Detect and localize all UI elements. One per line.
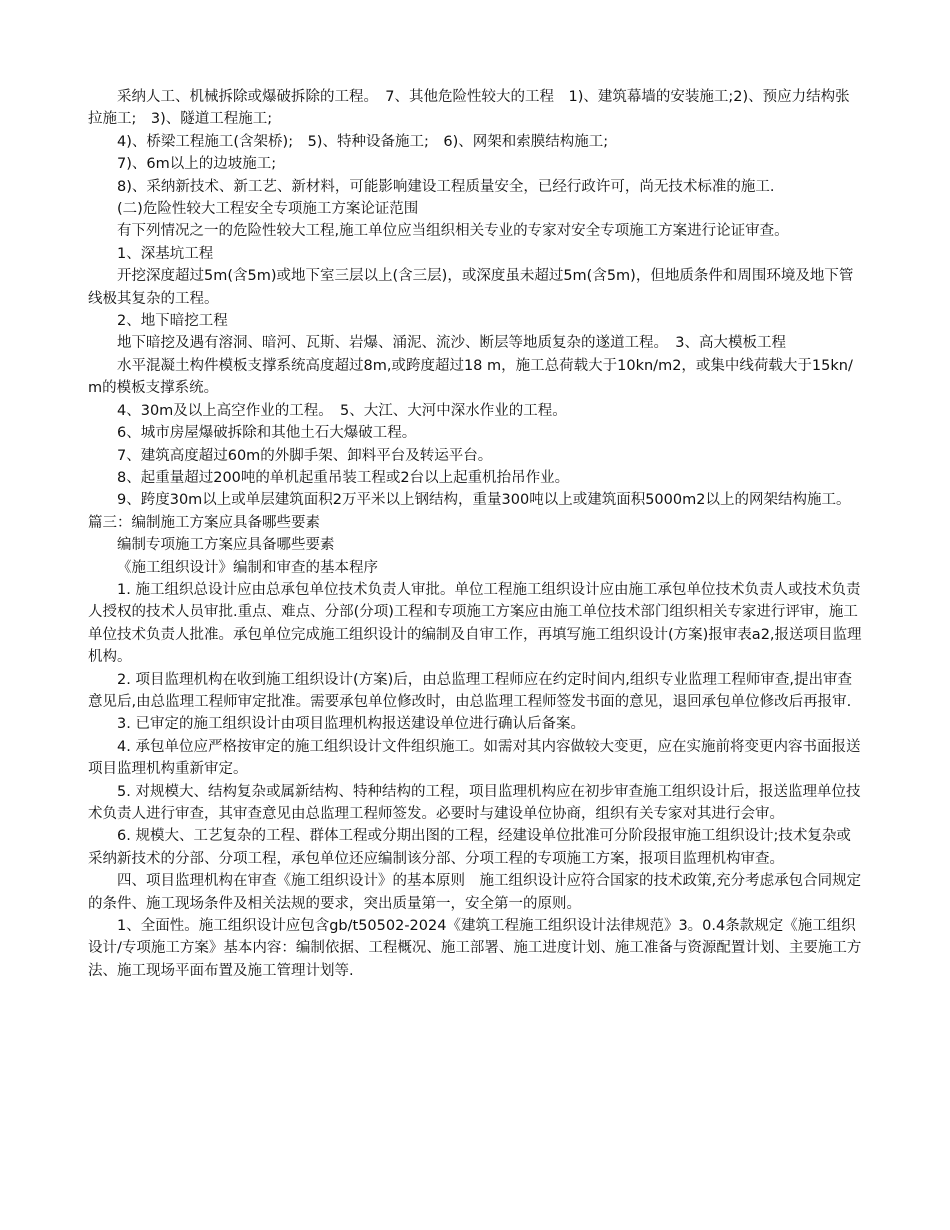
item-heading: 1、深基坑工程	[117, 245, 214, 262]
item-heading: 2、地下暗挖工程	[117, 313, 228, 330]
paragraph: 4. 承包单位应严格按审定的施工组织设计文件组织施工。如需对其内容做较大变更，应在实施前将变更内容书面报送项目监理机构重新审定。	[88, 738, 861, 778]
paragraph: 1、全面性。施工组织设计应包含gb/t50502-2024《建筑工程施工组织设计法律规范》3。0.4条款规定《施工组织设计/专项施工方案》基本内容：编制依据、工程概况、施工部署、施工进度计划、施工准备与资源配置计划、主要施工方法、施工现场平面布置及施工管理计划等.	[88, 918, 862, 979]
paragraph: 5. 对规模大、结构复杂或属新结构、特种结构的工程，项目监理机构应在初步审查施工组织设计后，报送监理单位技术负责人进行审查，其审查意见由总监理工程师签发。必要时与建设单位协商，组织有关专家对其进行会审。	[88, 783, 861, 822]
paragraph: 3. 已审定的施工组织设计由项目监理机构报送建设单位进行确认后备案。	[117, 716, 585, 733]
paragraph: 9、跨度30m以上或单层建筑面积2万平米以上钢结构，重量300吨以上或建筑面积5000m2以上的网架结构施工。篇三：编制施工方案应具备哪些要素	[88, 492, 851, 531]
paragraph: 地下暗挖及遇有溶洞、暗河、瓦斯、岩爆、涌泥、流沙、断层等地质复杂的遂道工程。 3、高大模板工程	[117, 335, 786, 352]
document-page	[88, 86, 862, 982]
section-heading: (二)危险性较大工程安全专项施工方案论证范围	[117, 201, 419, 218]
paragraph: 6. 规模大、工艺复杂的工程、群体工程或分期出图的工程，经建设单位批准可分阶段报审施工组织设计;技术复杂或采纳新技术的分部、分项工程，承包单位还应编制该分部、分项工程的专项施工方案，报项目监理机构审查。	[88, 828, 851, 867]
paragraph: 7)、6m以上的边坡施工;	[117, 156, 277, 173]
paragraph: 4、30m及以上高空作业的工程。 5、大江、大河中深水作业的工程。	[117, 402, 567, 419]
section-heading: 编制专项施工方案应具备哪些要素	[117, 537, 335, 554]
paragraph: 开挖深度超过5m(含5m)或地下室三层以上(含三层)，或深度虽未超过5m(含5m)，但地质条件和周围环境及地下管线极其复杂的工程。	[88, 268, 854, 307]
paragraph: 水平混凝土构件模板支撑系统高度超过8m,或跨度超过18 m，施工总荷载大于10kn/m2，或集中线荷载大于15kn/m的模板支撑系统。	[88, 357, 853, 397]
section-heading: 《施工组织设计》编制和审查的基本程序	[117, 559, 378, 576]
paragraph: 8)、采纳新技术、新工艺、新材料，可能影响建设工程质量安全，已经行政许可，尚无技术标准的施工.	[117, 178, 775, 195]
paragraph: 7、建筑高度超过60m的外脚手架、卸料平台及转运平台。	[117, 447, 493, 464]
paragraph: 2. 项目监理机构在收到施工组织设计(方案)后，由总监理工程师应在约定时间内,组织专业监理工程师审查,提出审查意见后,由总监理工程师审定批准。需要承包单位修改时，由总监理工程师签发书面的意见，退回承包单位修改后再报审.	[88, 671, 852, 710]
paragraph: 6、城市房屋爆破拆除和其他土石大爆破工程。	[117, 425, 417, 442]
paragraph: 四、项目监理机构在审查《施工组织设计》的基本原则 施工组织设计应符合国家的技术政策,充分考虑承包合同规定的条件、施工现场条件及相关法规的要求，突出质量第一，安全第一的原则。	[88, 873, 862, 912]
paragraph: 采纳人工、机械拆除或爆破拆除的工程。 7、其他危险性较大的工程 1)、建筑幕墙的安装施工;2)、预应力结构张拉施工; 3)、隧道工程施工;	[88, 89, 850, 128]
paragraph: 8、起重量超过200吨的单机起重吊装工程或2台以上起重机抬吊作业。	[117, 469, 570, 486]
paragraph: 有下列情况之一的危险性较大工程,施工单位应当组织相关专业的专家对安全专项施工方案进行论证审查。	[117, 223, 789, 240]
paragraph: 1. 施工组织总设计应由总承包单位技术负责人审批。单位工程施工组织设计应由施工承包单位技术负责人或技术负责人授权的技术人员审批.重点、难点、分部(分项)工程和专项施工方案应由施工单位技术部门组织相关专家进行评审，施工单位技术负责人批准。承包单位完成施工组织设计的编制及自审工作，再填写施工组织设计(方案)报审表a2,报送项目监理机构。	[88, 581, 862, 666]
paragraph: 4)、桥梁工程施工(含架桥); 5)、特种设备施工; 6)、网架和索膜结构施工;	[117, 133, 609, 150]
